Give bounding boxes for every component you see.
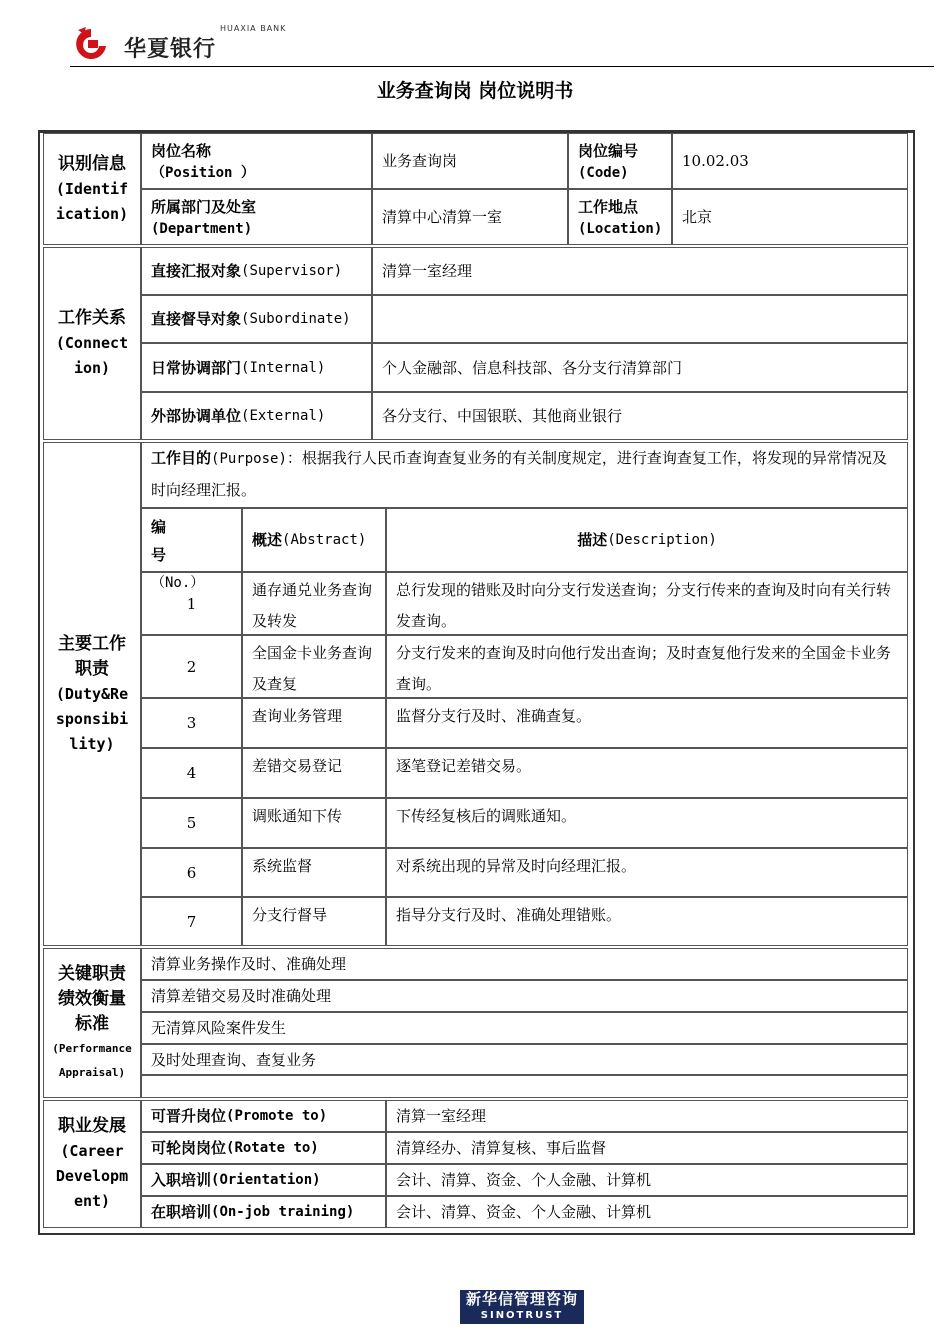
duty-description: 分支行发来的查询及时向他行发出查询；及时查复他行发来的全国金卡业务查询。	[386, 635, 908, 698]
relation-value: 各分支行、中国银联、其他商业银行	[372, 392, 908, 440]
location-value: 北京	[672, 189, 908, 245]
section-title-en: (Duty&Responsibility)	[55, 684, 129, 753]
bank-name-en: HUAXIA BANK	[220, 24, 287, 33]
section-title: 主要工作职责	[58, 633, 126, 679]
location-label: 工作地点	[578, 198, 639, 216]
location-label-en: (Location)	[578, 221, 663, 237]
abstract-header-label-en: (Abstract)	[282, 532, 367, 548]
duty-description: 逐笔登记差错交易。	[386, 748, 908, 798]
duty-no: 1	[141, 572, 242, 635]
career-label-en: (Orientation)	[211, 1172, 321, 1188]
no-header-label-en: （No.）	[151, 575, 205, 591]
purpose-cell	[141, 442, 908, 508]
relation-label-cell	[141, 295, 372, 343]
no-header	[141, 508, 242, 591]
position-label-cell	[141, 133, 372, 189]
footer-name-cn: 新华信管理咨询	[465, 1290, 578, 1308]
duty-no: 6	[141, 848, 242, 897]
career-section-label	[43, 1100, 141, 1228]
relation-label-en: (Supervisor)	[241, 263, 343, 279]
career-label-en: (Rotate to)	[226, 1140, 319, 1156]
duty-no: 4	[141, 748, 242, 798]
abstract-header	[242, 508, 386, 572]
duties-section-label	[43, 442, 141, 946]
duty-description: 总行发现的错账及时向分支行发送查询；分支行传来的查询及时向有关行转发查询。	[386, 572, 908, 635]
relation-value	[372, 295, 908, 343]
duty-no: 5	[141, 798, 242, 848]
department-label-cell	[141, 189, 372, 245]
duty-description: 监督分支行及时、准确查复。	[386, 698, 908, 748]
career-value: 清算经办、清算复核、事后监督	[386, 1132, 908, 1164]
career-label-cell	[141, 1196, 386, 1228]
relation-label-cell	[141, 392, 372, 440]
duty-abstract: 全国金卡业务查询及查复	[242, 635, 386, 698]
no-header-label: 编号	[151, 518, 213, 564]
code-label-en: (Code)	[578, 165, 629, 181]
career-label: 在职培训	[151, 1203, 212, 1221]
relation-label: 日常协调部门	[151, 358, 242, 377]
document-title: 业务查询岗 岗位说明书	[376, 80, 574, 102]
relation-label: 直接督导对象	[151, 310, 242, 328]
position-label: 岗位名称	[151, 142, 212, 160]
relation-label-en: (External)	[241, 408, 326, 424]
relations-section-label	[43, 247, 141, 440]
duty-abstract: 系统监督	[242, 848, 386, 897]
relation-value: 清算一室经理	[372, 247, 908, 295]
section-title: 职业发展	[58, 1116, 126, 1136]
duty-description: 对系统出现的异常及时向经理汇报。	[386, 848, 908, 897]
kpi-item: 无清算风险案件发生	[141, 1012, 908, 1044]
career-label-en: (On-job training)	[211, 1204, 355, 1220]
career-value: 会计、清算、资金、个人金融、计算机	[386, 1196, 908, 1228]
kpi-section-label	[43, 948, 141, 1098]
section-title-en: (Connection)	[55, 334, 129, 377]
career-value: 清算一室经理	[386, 1100, 908, 1132]
page-header	[70, 22, 934, 67]
career-label: 可晋升岗位	[151, 1107, 227, 1125]
position-label-en: （Position ）	[151, 165, 255, 181]
description-header-label-en: (Description)	[607, 532, 717, 548]
purpose-label-en: (Purpose)	[211, 451, 287, 467]
duty-abstract: 差错交易登记	[242, 748, 386, 798]
description-header-label: 描述	[577, 531, 608, 549]
section-title-en: (Identification)	[55, 179, 129, 223]
relation-label-en: (Internal)	[241, 359, 326, 376]
kpi-item: 及时处理查询、查复业务	[141, 1044, 908, 1075]
kpi-item	[141, 1075, 908, 1098]
duty-description: 下传经复核后的调账通知。	[386, 798, 908, 848]
code-label-cell	[568, 133, 672, 189]
relation-label: 外部协调单位	[151, 407, 242, 425]
section-title: 识别信息	[58, 153, 126, 174]
section-title-en: (Career Development)	[55, 1142, 129, 1210]
purpose-label: 工作目的	[151, 449, 212, 467]
duty-abstract: 通存通兑业务查询及转发	[242, 572, 386, 635]
identification-section-label	[43, 133, 141, 245]
section-title: 工作关系	[58, 308, 126, 328]
sinotrust-logo	[460, 1290, 584, 1324]
bank-name-cn: 华夏银行	[124, 37, 217, 62]
relation-value: 个人金融部、信息科技部、各分支行清算部门	[372, 343, 908, 392]
huaxia-logo-icon	[72, 26, 110, 62]
department-label: 所属部门及处室	[151, 198, 257, 216]
relation-label-cell	[141, 247, 372, 295]
duty-abstract: 分支行督导	[242, 897, 386, 946]
kpi-item: 清算业务操作及时、准确处理	[141, 948, 908, 980]
duty-no: 7	[141, 897, 242, 946]
description-header	[386, 508, 908, 572]
purpose-text: ：根据我行人民币查询查复业务的有关制度规定，进行查询查复工作，将发现的异常情况及时向经理汇报。	[151, 449, 887, 499]
footer-name-en: SINOTRUST	[480, 1310, 564, 1321]
career-label-cell	[141, 1164, 386, 1196]
position-value: 业务查询岗	[372, 133, 568, 189]
duty-description: 指导分支行及时、准确处理错账。	[386, 897, 908, 946]
department-label-en: (Department)	[151, 221, 253, 237]
department-value: 清算中心清算一室	[372, 189, 568, 245]
relation-label-en: (Subordinate)	[241, 311, 351, 327]
abstract-header-label: 概述	[252, 531, 283, 549]
duty-abstract: 调账通知下传	[242, 798, 386, 848]
relation-label: 直接汇报对象	[151, 262, 242, 280]
career-label: 可轮岗岗位	[151, 1139, 227, 1157]
section-title-en: (Performance Appraisal)	[52, 1041, 132, 1079]
section-title: 关键职责绩效衡量标准	[58, 963, 126, 1034]
duty-no: 3	[141, 698, 242, 748]
duty-abstract: 查询业务管理	[242, 698, 386, 748]
career-value: 会计、清算、资金、个人金融、计算机	[386, 1164, 908, 1196]
code-value: 10.02.03	[672, 133, 908, 189]
career-label-cell	[141, 1132, 386, 1164]
relation-label-cell	[141, 343, 372, 392]
career-label-cell	[141, 1100, 386, 1132]
career-label-en: (Promote to)	[226, 1108, 328, 1124]
location-label-cell	[568, 189, 672, 245]
career-label: 入职培训	[151, 1171, 212, 1189]
kpi-item: 清算差错交易及时准确处理	[141, 980, 908, 1012]
code-label: 岗位编号	[578, 142, 639, 160]
duty-no: 2	[141, 635, 242, 698]
